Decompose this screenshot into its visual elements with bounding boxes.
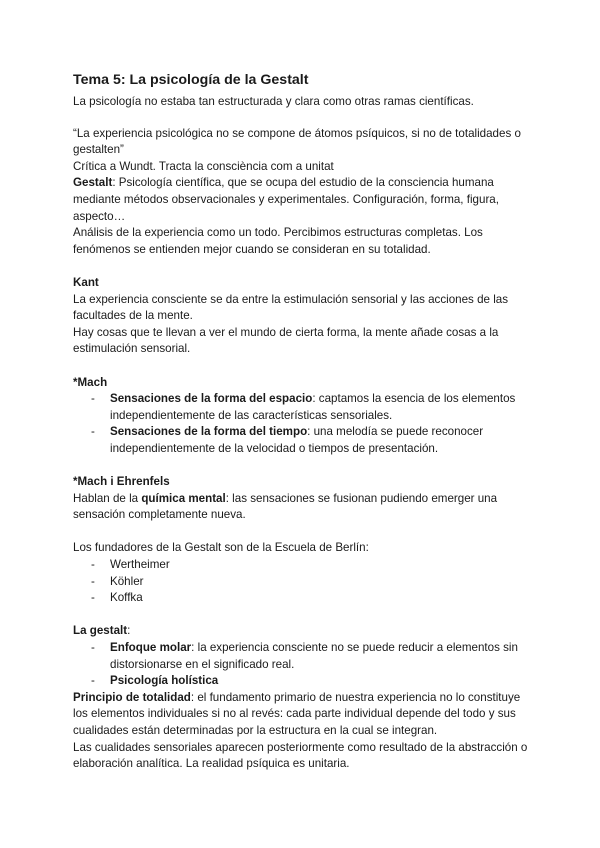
quote-paragraph: “La experiencia psicológica no se compone de átomos psíquicos, si no de totalidades o gestalten” xyxy=(73,126,521,157)
page-title: Tema 5: La psicología de la Gestalt xyxy=(73,72,309,88)
fundadores-intro: Los fundadores de la Gestalt son de la Escuela de Berlín: xyxy=(73,541,369,555)
bullet-dash: - xyxy=(91,591,95,605)
mach-heading: *Mach xyxy=(73,375,108,389)
fundadores-list xyxy=(73,557,533,607)
final-paragraph: Las cualidades sensoriales aparecen posteriormente como resultado de la abstracción o elaboración analítica. La realidad psíquica es unitaria. xyxy=(73,740,528,771)
bullet-dash: - xyxy=(91,674,95,688)
item-text: : la experiencia consciente no se puede reducir a elementos sin distorsionarse en el significado real. xyxy=(110,641,518,671)
bullet-dash: - xyxy=(91,641,95,654)
item-text: : una melodía se puede reconocer independientemente de la velocidad o tiempos de presentación. xyxy=(110,425,484,455)
spacer xyxy=(73,457,533,474)
gestalt-term: Gestalt xyxy=(73,176,113,190)
ehrenfels-heading: *Mach i Ehrenfels xyxy=(73,475,170,489)
gestalt-definition xyxy=(73,175,533,225)
la-gestalt-heading: La gestalt xyxy=(73,624,128,638)
founder-name: Köhler xyxy=(110,574,144,588)
item-term: Sensaciones de la forma del tiempo xyxy=(110,425,308,439)
kant-paragraph-1: La experiencia consciente se da entre la estimulación sensorial y las acciones de las facultades de la mente. xyxy=(73,292,509,323)
list-item xyxy=(73,574,533,591)
list-item xyxy=(73,424,533,457)
ehrenfels-paragraph xyxy=(73,491,533,524)
spacer xyxy=(73,524,533,541)
spacer xyxy=(73,607,533,624)
founder-name: Koffka xyxy=(110,591,143,605)
bullet-dash: - xyxy=(91,425,95,439)
text-fragment: : xyxy=(127,624,131,638)
critica-line: Crítica a Wundt. Tracta la consciència com a unitat xyxy=(73,159,334,173)
text-fragment: Hablan de la xyxy=(73,491,142,505)
bullet-dash: - xyxy=(91,574,95,588)
bullet-dash: - xyxy=(91,392,95,406)
gestalt-def-text: : Psicología científica, que se ocupa del estudio de la consciencia humana mediante métodos observacionales y experimentales. Configuración, forma, figura, aspecto… xyxy=(73,176,499,223)
spacer xyxy=(73,358,533,375)
kant-heading: Kant xyxy=(73,275,99,289)
list-item xyxy=(73,557,533,574)
list-item xyxy=(73,640,533,673)
item-term: Psicología holística xyxy=(110,674,219,688)
mach-list xyxy=(73,391,533,457)
spacer xyxy=(73,258,533,275)
list-item xyxy=(73,391,533,424)
text-fragment: : las sensaciones se fusionan pudiendo emerger una sensación completamente nueva. xyxy=(73,491,498,522)
list-item xyxy=(73,590,533,607)
document-page xyxy=(73,70,533,773)
principio-paragraph xyxy=(73,690,533,740)
principio-term: Principio de totalidad xyxy=(73,690,191,704)
la-gestalt-list xyxy=(73,640,533,690)
founder-name: Wertheimer xyxy=(110,558,170,572)
item-term: Enfoque molar xyxy=(110,641,192,654)
la-gestalt-heading-line xyxy=(73,623,533,640)
quimica-mental-term: química mental xyxy=(141,491,226,505)
list-item xyxy=(73,673,533,690)
principio-text: : el fundamento primario de nuestra experiencia no lo constituye los elementos individuales si no al revés: cada parte individual depende del todo y sus cualidades están determinadas por la estructura en la cual se integran. xyxy=(73,690,521,737)
analisis-paragraph: Análisis de la experiencia como un todo. Percibimos estructuras completas. Los fenómenos se entienden mejor cuando se consideran en su totalidad. xyxy=(73,226,483,256)
intro-paragraph: La psicología no estaba tan estructurada y clara como otras ramas científicas. xyxy=(73,95,474,108)
bullet-dash: - xyxy=(91,558,95,572)
spacer xyxy=(73,111,533,126)
item-term: Sensaciones de la forma del espacio xyxy=(110,392,313,406)
kant-paragraph-2: Hay cosas que te llevan a ver el mundo de cierta forma, la mente añade cosas a la estimulación sensorial. xyxy=(73,325,499,356)
item-text: : captamos la esencia de los elementos independientemente de las características sensoriales. xyxy=(110,392,516,422)
